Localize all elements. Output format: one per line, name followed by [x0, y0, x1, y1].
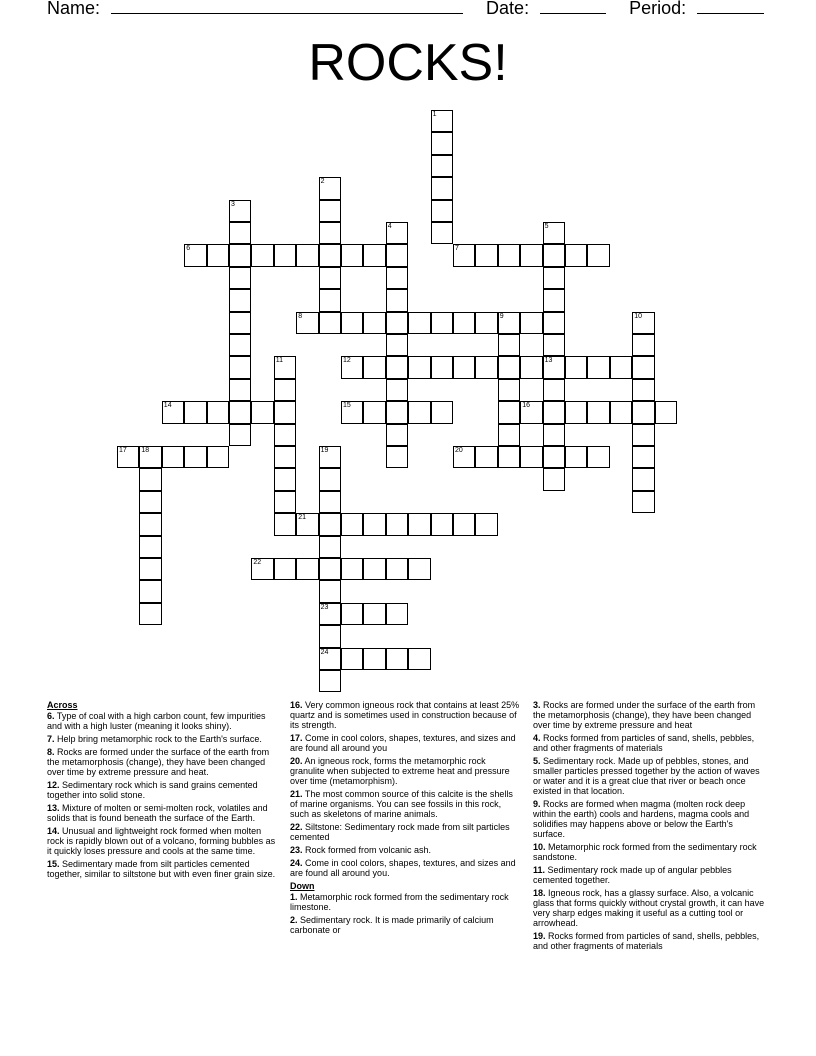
crossword-cell[interactable] — [341, 513, 363, 535]
crossword-cell[interactable] — [319, 289, 341, 311]
crossword-cell[interactable] — [431, 155, 453, 177]
crossword-cell[interactable] — [139, 558, 161, 580]
clue-item — [47, 747, 279, 777]
clue-item-text: Rocks formed from particles of sand, shells, pebbles, and other fragments of materials — [533, 733, 755, 753]
crossword-cell[interactable] — [431, 110, 453, 132]
clue-number: 18 — [141, 447, 150, 454]
clue-item — [290, 845, 522, 855]
clue-number: 12 — [343, 357, 351, 365]
crossword-cell[interactable] — [453, 446, 475, 468]
clue-item-text: Rocks are formed under the surface of the earth from the metamorphosis (change), they have been changed over time by extreme pressure and heat — [533, 700, 756, 730]
crossword-cell[interactable] — [408, 558, 430, 580]
crossword-cell[interactable] — [363, 603, 385, 625]
crossword-cell[interactable] — [363, 244, 385, 266]
crossword-cell[interactable] — [408, 648, 430, 670]
crossword-cell[interactable] — [453, 513, 475, 535]
clue-item — [533, 733, 766, 753]
down-heading: Down — [290, 881, 315, 891]
crossword-cell[interactable] — [274, 401, 296, 423]
clue-item-text: Rocks are formed when magma (molten rock deep within the earth) cools and hardens, magma cools and solidifies may happens above or below the Earth's surface. — [533, 799, 750, 839]
crossword-cell[interactable] — [543, 267, 565, 289]
clue-item-number: 6. — [47, 711, 55, 721]
crossword-cell[interactable] — [274, 244, 296, 266]
crossword-cell[interactable] — [431, 200, 453, 222]
clue-item — [47, 826, 279, 856]
crossword-cell[interactable] — [520, 312, 542, 334]
crossword-cell[interactable] — [363, 401, 385, 423]
clue-item-number: 22. — [290, 822, 303, 832]
clue-number: 22 — [253, 559, 262, 566]
crossword-cell[interactable] — [274, 446, 296, 468]
crossword-cell[interactable] — [139, 603, 161, 625]
crossword-cell[interactable] — [319, 177, 341, 199]
crossword-cell[interactable] — [543, 334, 565, 356]
crossword-cell[interactable] — [386, 267, 408, 289]
crossword-cell[interactable] — [363, 648, 385, 670]
crossword-cell[interactable] — [498, 356, 520, 378]
crossword-cell[interactable] — [498, 446, 520, 468]
crossword-cell[interactable] — [341, 648, 363, 670]
clue-number: 10 — [634, 312, 642, 320]
crossword-cell[interactable] — [229, 312, 251, 334]
crossword-cell[interactable] — [184, 446, 206, 468]
crossword-cell[interactable] — [274, 424, 296, 446]
clue-number: 2 — [320, 178, 325, 186]
clue-item-text: Unusual and lightweight rock formed when molten rock is rapidly blown out of a volcano, forming bubbles as it quickly loses pressure and cools at the same time. — [47, 826, 276, 856]
clue-number: 14 — [163, 402, 172, 410]
crossword-cell[interactable] — [139, 580, 161, 602]
crossword-cell[interactable] — [207, 446, 229, 468]
crossword-cell[interactable] — [341, 244, 363, 266]
crossword-cell[interactable] — [229, 379, 251, 401]
period-label: Period: — [629, 0, 687, 18]
across-clue-list — [47, 711, 279, 879]
clues-column-3 — [533, 700, 766, 954]
clue-item-text: Mixture of molten or semi-molten rock, volatiles and solids that is found beneath the surface of the Earth. — [47, 803, 268, 823]
crossword-cell[interactable] — [565, 446, 587, 468]
crossword-cell[interactable] — [341, 401, 363, 423]
crossword-cell[interactable] — [296, 558, 318, 580]
clue-item — [290, 822, 522, 842]
crossword-cell[interactable] — [319, 200, 341, 222]
crossword-cell[interactable] — [184, 401, 206, 423]
crossword-cell[interactable] — [139, 513, 161, 535]
clue-item-number: 12. — [47, 780, 60, 790]
crossword-cell[interactable] — [431, 401, 453, 423]
crossword-cell[interactable] — [632, 491, 654, 513]
crossword-cell[interactable] — [475, 244, 497, 266]
crossword-cell[interactable] — [319, 244, 341, 266]
crossword-cell[interactable] — [543, 222, 565, 244]
clue-item-text: Type of coal with a high carbon count, few impurities and with a high luster (meaning it looks shiny). — [47, 711, 266, 731]
crossword-cell[interactable] — [296, 513, 318, 535]
crossword-cell[interactable] — [543, 312, 565, 334]
crossword-cell[interactable] — [431, 177, 453, 199]
crossword-cell[interactable] — [520, 446, 542, 468]
clue-item-text: Rock formed from volcanic ash. — [302, 845, 432, 855]
crossword-cell[interactable] — [386, 401, 408, 423]
crossword-cell[interactable] — [386, 648, 408, 670]
crossword-cell[interactable] — [319, 446, 341, 468]
crossword-cell[interactable] — [386, 446, 408, 468]
clue-item — [290, 733, 522, 753]
crossword-cell[interactable] — [610, 356, 632, 378]
clue-item — [290, 915, 522, 935]
clue-item-number: 7. — [47, 734, 55, 744]
crossword-cell[interactable] — [543, 424, 565, 446]
clue-item — [533, 799, 766, 839]
crossword-cell[interactable] — [498, 424, 520, 446]
crossword-cell[interactable] — [386, 334, 408, 356]
clue-item-number: 15. — [47, 859, 60, 869]
crossword-cell[interactable] — [139, 468, 161, 490]
clue-item-text: Sedimentary rock made up of angular pebbles cemented together. — [533, 865, 732, 885]
crossword-cell[interactable] — [632, 446, 654, 468]
clue-item — [47, 734, 279, 744]
crossword-cell[interactable] — [543, 289, 565, 311]
crossword-cell[interactable] — [565, 401, 587, 423]
crossword-cell[interactable] — [386, 312, 408, 334]
clue-item-text: The most common source of this calcite is the shells of marine organisms. You can see fossils in this rock, such as skeletons of marine animals. — [290, 789, 513, 819]
crossword-cell[interactable] — [543, 356, 565, 378]
crossword-cell[interactable] — [475, 513, 497, 535]
clue-item-number: 11. — [533, 865, 546, 875]
crossword-cell[interactable] — [207, 244, 229, 266]
crossword-cell[interactable] — [498, 312, 520, 334]
crossword-cell[interactable] — [229, 334, 251, 356]
crossword-cell[interactable] — [274, 356, 296, 378]
crossword-cell[interactable] — [610, 401, 632, 423]
crossword-cell[interactable] — [229, 244, 251, 266]
crossword-cell[interactable] — [587, 356, 609, 378]
clue-item — [290, 756, 522, 786]
crossword-cell[interactable] — [655, 401, 677, 423]
crossword-cell[interactable] — [386, 289, 408, 311]
clue-item-text: Sedimentary rock. Made up of pebbles, stones, and smaller particles pressed together by the action of waves or water and it is a great clue that river or beach once existed in that location. — [533, 756, 760, 796]
clue-number: 5 — [544, 223, 549, 230]
crossword-cell[interactable] — [632, 334, 654, 356]
clue-item-number: 2. — [290, 915, 298, 925]
clue-number: 1 — [432, 111, 437, 118]
crossword-cell[interactable] — [251, 558, 273, 580]
clue-item-number: 14. — [47, 826, 60, 836]
crossword-cell[interactable] — [363, 513, 385, 535]
crossword-cell[interactable] — [632, 379, 654, 401]
crossword-cell[interactable] — [386, 379, 408, 401]
crossword-cell[interactable] — [386, 222, 408, 244]
crossword-cell[interactable] — [229, 289, 251, 311]
crossword-cell[interactable] — [475, 446, 497, 468]
crossword-cell[interactable] — [431, 132, 453, 154]
crossword-cell[interactable] — [274, 468, 296, 490]
crossword-cell[interactable] — [431, 356, 453, 378]
crossword-cell[interactable] — [319, 312, 341, 334]
clue-item — [533, 865, 766, 885]
crossword-cell[interactable] — [363, 558, 385, 580]
crossword-cell[interactable] — [274, 491, 296, 513]
clue-item-number: 5. — [533, 756, 541, 766]
name-label: Name: — [47, 0, 101, 18]
page-title: ROCKS! — [308, 34, 508, 92]
crossword-cell[interactable] — [117, 446, 139, 468]
clue-item — [47, 711, 279, 731]
crossword-cell[interactable] — [475, 312, 497, 334]
crossword-cell[interactable] — [520, 356, 542, 378]
clue-item-number: 13. — [47, 803, 60, 813]
clue-item-number: 23. — [290, 845, 303, 855]
crossword-cell[interactable] — [319, 625, 341, 647]
crossword-cell[interactable] — [251, 401, 273, 423]
crossword-cell[interactable] — [386, 244, 408, 266]
crossword-cell[interactable] — [543, 446, 565, 468]
clue-item-number: 1. — [290, 892, 298, 902]
clue-item — [533, 888, 766, 928]
clue-item-number: 17. — [290, 733, 303, 743]
crossword-cell[interactable] — [319, 536, 341, 558]
clue-number: 15 — [343, 402, 351, 410]
clue-number: 8 — [298, 312, 303, 320]
clue-item — [47, 859, 279, 879]
crossword-cell[interactable] — [498, 244, 520, 266]
clue-number: 24 — [320, 648, 329, 656]
clue-number: 21 — [298, 514, 306, 522]
crossword-cell[interactable] — [139, 491, 161, 513]
crossword-cell[interactable] — [251, 244, 273, 266]
crossword-cell[interactable] — [319, 491, 341, 513]
crossword-cell[interactable] — [184, 244, 206, 266]
clue-item-number: 8. — [47, 747, 55, 757]
clue-item-text: Sedimentary rock which is sand grains cemented together into solid stone. — [47, 780, 258, 800]
crossword-cell[interactable] — [341, 603, 363, 625]
crossword-cell[interactable] — [296, 312, 318, 334]
crossword-cell[interactable] — [408, 312, 430, 334]
crossword-cell[interactable] — [386, 558, 408, 580]
clue-item — [533, 756, 766, 796]
crossword-cell[interactable] — [543, 401, 565, 423]
crossword-cell[interactable] — [296, 244, 318, 266]
clue-item — [290, 892, 522, 912]
crossword-cell[interactable] — [274, 558, 296, 580]
crossword-cell[interactable] — [543, 244, 565, 266]
crossword-cell[interactable] — [319, 648, 341, 670]
clue-item-text: Metamorphic rock formed from the sedimentary rock limestone. — [290, 892, 509, 912]
crossword-cell[interactable] — [386, 603, 408, 625]
crossword-cell[interactable] — [498, 379, 520, 401]
across-clue-list-continued — [290, 700, 522, 878]
crossword-cell[interactable] — [274, 379, 296, 401]
crossword-cell[interactable] — [408, 401, 430, 423]
clue-item — [533, 931, 766, 951]
clue-item-number: 19. — [533, 931, 546, 941]
crossword-cell[interactable] — [319, 513, 341, 535]
crossword-cell[interactable] — [363, 312, 385, 334]
clue-item-text: Very common igneous rock that contains at least 25% quartz and is sometimes used in construction because of its strength. — [290, 700, 520, 730]
crossword-cell[interactable] — [319, 603, 341, 625]
crossword-cell[interactable] — [386, 513, 408, 535]
clue-item — [290, 789, 522, 819]
clue-item-number: 3. — [533, 700, 541, 710]
clues-column-2 — [290, 700, 522, 938]
clue-number: 6 — [186, 245, 191, 253]
clue-number: 3 — [231, 200, 235, 208]
clue-number: 9 — [499, 312, 504, 320]
crossword-cell[interactable] — [229, 200, 251, 222]
clue-item-number: 18. — [533, 888, 546, 898]
clue-number: 17 — [119, 447, 127, 454]
crossword-cell[interactable] — [475, 356, 497, 378]
crossword-cell[interactable] — [408, 356, 430, 378]
clue-item-number: 16. — [290, 700, 303, 710]
crossword-cell[interactable] — [229, 222, 251, 244]
clue-item — [533, 842, 766, 862]
clue-item-number: 10. — [533, 842, 546, 852]
crossword-cell[interactable] — [453, 356, 475, 378]
crossword-cell[interactable] — [431, 312, 453, 334]
clue-number: 23 — [320, 603, 329, 611]
clue-item-text: An igneous rock, forms the metamorphic rock granulite when subjected to extreme heat and pressure over time (metamorphism). — [290, 756, 510, 786]
clue-item-text: Rocks are formed under the surface of the earth from the metamorphosis (change), they have been changed over time by extreme pressure and heat. — [47, 747, 270, 777]
crossword-cell[interactable] — [587, 244, 609, 266]
crossword-cell[interactable] — [408, 513, 430, 535]
crossword-cell[interactable] — [587, 446, 609, 468]
clue-item — [290, 858, 522, 878]
crossword-cell[interactable] — [386, 424, 408, 446]
clue-item-text: Igneous rock, has a glassy surface. Also, a volcanic glass that forms quickly without crystal growth, it can have very sharp edges making it useful as a cutting tool or arrowhead. — [533, 888, 765, 928]
clue-item-text: Metamorphic rock formed from the sedimentary rock sandstone. — [533, 842, 757, 862]
clue-item-number: 24. — [290, 858, 303, 868]
clue-number: 19 — [320, 447, 329, 454]
crossword-cell[interactable] — [453, 244, 475, 266]
crossword-cell[interactable] — [139, 446, 161, 468]
crossword-cell[interactable] — [341, 558, 363, 580]
clue-item-number: 21. — [290, 789, 303, 799]
crossword-cell[interactable] — [139, 536, 161, 558]
crossword-cell[interactable] — [632, 356, 654, 378]
crossword-cell[interactable] — [543, 468, 565, 490]
clue-item-text: Siltstone: Sedimentary rock made from silt particles cemented — [290, 822, 510, 842]
date-label: Date: — [486, 0, 530, 18]
crossword-cell[interactable] — [229, 424, 251, 446]
clue-item-number: 20. — [290, 756, 303, 766]
crossword-cell[interactable] — [319, 580, 341, 602]
crossword-cell[interactable] — [632, 312, 654, 334]
crossword-cell[interactable] — [319, 670, 341, 692]
across-heading: Across — [47, 700, 78, 710]
down-clue-list-continued — [533, 700, 766, 951]
clue-item-text: Sedimentary rock. It is made primarily of calcium carbonate or — [290, 915, 494, 935]
crossword-cell[interactable] — [229, 401, 251, 423]
crossword-cell[interactable] — [431, 222, 453, 244]
crossword-cell[interactable] — [341, 356, 363, 378]
down-clue-list — [290, 892, 522, 935]
crossword-cell[interactable] — [520, 244, 542, 266]
crossword-cell[interactable] — [565, 244, 587, 266]
clue-item-text: Come in cool colors, shapes, textures, and sizes and are found all around you — [290, 733, 516, 753]
clue-item-text: Rocks formed from particles of sand, shells, pebbles, and other fragments of materials — [533, 931, 760, 951]
clue-number: 4 — [387, 223, 392, 230]
clue-number: 20 — [455, 447, 463, 454]
clue-item-number: 9. — [533, 799, 541, 809]
crossword-cell[interactable] — [453, 312, 475, 334]
crossword-cell[interactable] — [229, 267, 251, 289]
clue-item — [533, 700, 766, 730]
clue-item — [47, 803, 279, 823]
crossword-cell[interactable] — [229, 356, 251, 378]
crossword-cell[interactable] — [632, 424, 654, 446]
clue-item-text: Come in cool colors, shapes, textures, and sizes and are found all around you. — [290, 858, 516, 878]
crossword-cell[interactable] — [431, 513, 453, 535]
crossword-cell[interactable] — [498, 334, 520, 356]
crossword-cell[interactable] — [386, 356, 408, 378]
clues-column-1 — [47, 700, 279, 882]
clue-item-text: Help bring metamorphic rock to the Earth's surface. — [54, 734, 262, 744]
clue-number: 13 — [544, 357, 553, 365]
crossword-cell[interactable] — [274, 513, 296, 535]
clue-number: 11 — [275, 357, 284, 365]
crossword-cell[interactable] — [319, 267, 341, 289]
crossword-cell[interactable] — [565, 356, 587, 378]
crossword-cell[interactable] — [543, 379, 565, 401]
crossword-cell[interactable] — [319, 222, 341, 244]
clue-number: 16 — [522, 402, 530, 410]
crossword-cell[interactable] — [319, 558, 341, 580]
crossword-cell[interactable] — [632, 468, 654, 490]
crossword-cell[interactable] — [632, 401, 654, 423]
clue-item-number: 4. — [533, 733, 541, 743]
crossword-cell[interactable] — [162, 401, 184, 423]
crossword-cell[interactable] — [341, 312, 363, 334]
clue-item-text: Sedimentary made from silt particles cemented together, similar to siltstone but with even finer grain size. — [47, 859, 276, 879]
clue-item — [47, 780, 279, 800]
crossword-cell[interactable] — [498, 401, 520, 423]
crossword-cell[interactable] — [520, 401, 542, 423]
clue-item — [290, 700, 522, 730]
crossword-cell[interactable] — [162, 446, 184, 468]
crossword-cell[interactable] — [319, 468, 341, 490]
clue-number: 7 — [455, 245, 459, 253]
crossword-cell[interactable] — [363, 356, 385, 378]
crossword-cell[interactable] — [207, 401, 229, 423]
crossword-cell[interactable] — [587, 401, 609, 423]
